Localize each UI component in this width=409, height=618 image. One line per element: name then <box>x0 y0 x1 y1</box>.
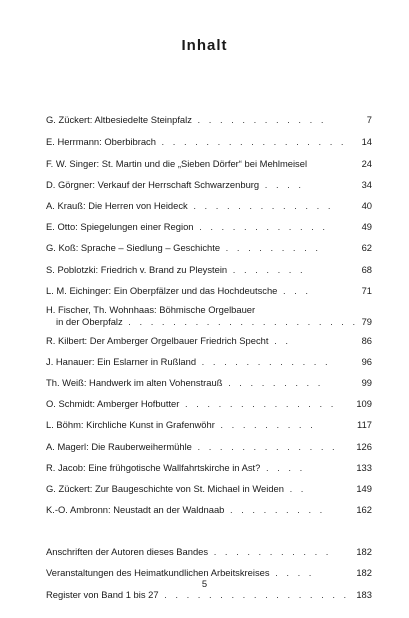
entry-title: A. Krauß: Die Herren von Heideck <box>46 200 188 211</box>
leader-dots: . . . . <box>259 179 304 190</box>
leader-dots: . . . . <box>260 462 306 473</box>
leader-dots: . . . . . . . . . . . . . . <box>179 398 337 409</box>
entry-title: L. M. Eichinger: Ein Oberpfälzer und das Hochdeutsche <box>46 285 278 296</box>
entry-title: Anschriften der Autoren dieses Bandes <box>46 546 209 557</box>
entry-title: O. Schmidt: Amberger Hofbutter <box>46 398 180 409</box>
entry-page-number: 7 <box>366 114 372 125</box>
entry-page-number: 79 <box>361 316 372 327</box>
leader-dots: . . . . . . . . . <box>220 242 321 253</box>
entry-title: R. Jacob: Eine frühgotische Wallfahrtskirche in Ast? <box>46 462 261 473</box>
leader-dots: . . . . . . . . . . . . . . . . . . . . . <box>122 316 359 327</box>
entry-title: Veranstaltungen des Heimatkundlichen Arbeitskreises <box>46 567 270 578</box>
toc-entry <box>46 200 372 212</box>
toc-appendix-entry <box>46 589 372 601</box>
entry-title: D. Görgner: Verkauf der Herrschaft Schwarzenburg <box>46 179 260 190</box>
toc-entry <box>46 242 372 254</box>
entry-page-number: 117 <box>357 419 372 430</box>
leader-dots: . . <box>268 335 291 346</box>
toc-entry <box>46 377 372 389</box>
entry-title: L. Böhm: Kirchliche Kunst in Grafenwöhr <box>46 419 215 430</box>
toc-appendix-entry <box>46 546 372 558</box>
entry-page-number: 49 <box>361 221 372 232</box>
toc-entry <box>46 158 372 170</box>
entry-title: E. Herrmann: Oberbibrach <box>46 136 156 147</box>
entry-title: H. Fischer, Th. Wohnhaas: Böhmische Orgelbauer <box>46 304 256 315</box>
toc-entry <box>46 264 372 276</box>
toc-entry <box>46 221 372 233</box>
entry-title: J. Hanauer: Ein Eslarner in Rußland <box>46 356 197 367</box>
entry-title-continuation: in der Oberpfalz . . . . . . . . . . . . . . . . . . . . . <box>56 316 359 327</box>
leader-dots: . . . <box>277 285 312 296</box>
entry-title: K.-O. Ambronn: Neustadt an der Waldnaab <box>46 504 225 515</box>
entry-page-number: 183 <box>356 589 372 600</box>
entry-title: Register von Band 1 bis 27 <box>46 589 159 600</box>
leader-dots: . . . . . . . . . . . . <box>191 114 327 125</box>
leader-dots: . . . . . . . . . . . . <box>193 221 329 232</box>
leader-dots: . . . . . . . . . . . . . . . . . <box>155 136 347 147</box>
entry-page-number: 24 <box>361 158 372 169</box>
entry-page-number: 71 <box>361 285 372 296</box>
entry-title: G. Koß: Sprache – Siedlung – Geschichte <box>46 242 221 253</box>
toc-entry <box>46 136 372 148</box>
leader-dots: . . . . . . . . . <box>222 377 324 388</box>
entry-page-number: 14 <box>361 136 372 147</box>
toc-entry <box>46 504 372 516</box>
leader-dots: . . . . . . . <box>227 264 306 275</box>
entry-page-number: 96 <box>361 356 372 367</box>
page-number: 5 <box>201 578 208 589</box>
entry-title: G. Zückert: Zur Baugeschichte von St. Michael in Weiden <box>46 483 284 494</box>
toc-entry <box>46 114 372 126</box>
leader-dots: . . . . <box>269 567 315 578</box>
entry-page-number: 34 <box>361 179 372 190</box>
entry-title: R. Kilbert: Der Amberger Orgelbauer Friedrich Specht <box>46 335 269 346</box>
entry-page-number: 68 <box>361 264 372 275</box>
entry-page-number: 133 <box>356 462 372 473</box>
entry-page-number: 40 <box>361 200 372 211</box>
entry-page-number: 62 <box>361 242 372 253</box>
toc-entry <box>46 441 372 453</box>
entry-page-number: 162 <box>356 504 372 515</box>
entry-title: Th. Weiß: Handwerk im alten Vohenstrauß <box>46 377 223 388</box>
toc-entry <box>46 335 372 347</box>
leader-dots: . . . . . . . . . . . . <box>196 356 331 367</box>
entry-page-number: 86 <box>361 335 372 346</box>
toc-entry <box>46 285 372 297</box>
entry-title: A. Magerl: Die Rauberweihermühle <box>46 441 192 452</box>
entry-page-number: 99 <box>361 377 372 388</box>
toc-entry <box>46 179 372 191</box>
toc-entry <box>46 462 372 474</box>
entry-page-number: 126 <box>356 441 372 452</box>
leader-dots: . . . . . . . . . . . . . <box>191 441 338 452</box>
leader-dots: . . . . . . . . . <box>224 504 326 515</box>
entry-page-number: 149 <box>356 483 372 494</box>
page-title: Inhalt <box>181 37 228 54</box>
entry-title: E. Otto: Spiegelungen einer Region <box>46 221 194 232</box>
entry-title: F. W. Singer: St. Martin und die „Sieben Dörfer“ bei Mehlmeisel <box>46 158 308 169</box>
entry-title: S. Poblotzki: Friedrich v. Brand zu Pleystein <box>46 264 228 275</box>
toc-entry <box>46 398 372 410</box>
entry-title: G. Zückert: Altbesiedelte Steinpfalz <box>46 114 192 125</box>
leader-dots: . . . . . . . . . . . . . . . . . <box>158 589 350 600</box>
toc-entry <box>46 419 372 431</box>
leader-dots: . . <box>283 483 307 494</box>
toc-entry <box>46 356 372 368</box>
toc-entry <box>46 304 372 328</box>
entry-page-number: 182 <box>356 567 372 578</box>
entry-page-number: 182 <box>356 546 372 557</box>
entry-page-number: 109 <box>356 398 372 409</box>
toc-entry <box>46 483 372 495</box>
leader-dots: . . . . . . . . . <box>214 419 316 430</box>
leader-dots: . . . . . . . . . . . <box>208 546 332 557</box>
leader-dots: . . . . . . . . . . . . . <box>187 200 334 211</box>
